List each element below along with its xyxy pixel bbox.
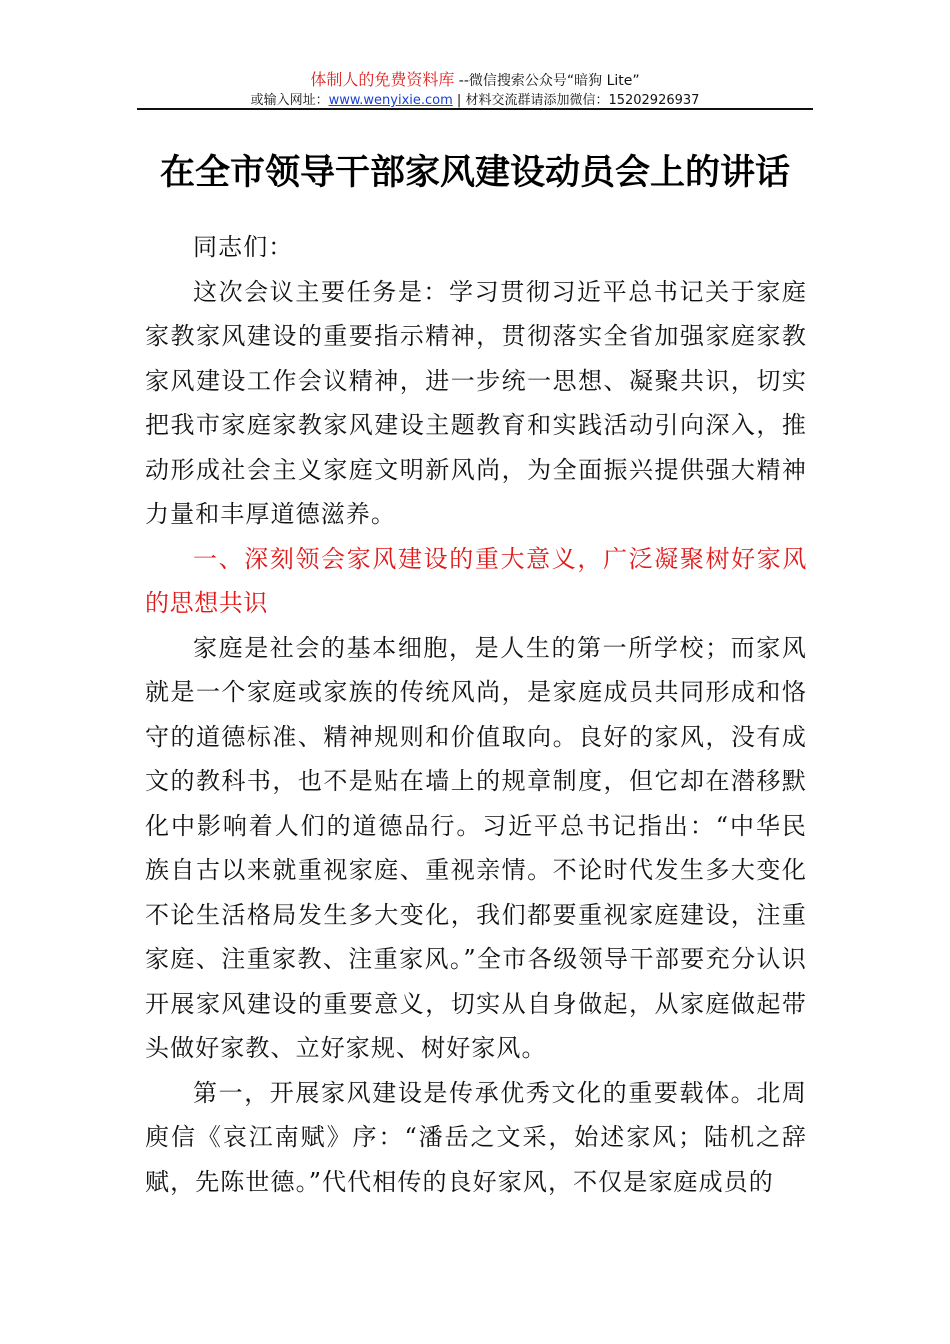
section-heading: 一、深刻领会家风建设的重大意义，广泛凝聚树好家风的思想共识 (145, 544, 807, 617)
brand-name: 体制人的免费资料库 (310, 70, 455, 89)
paragraph: 家庭是社会的基本细胞，是人生的第一所学校；而家风就是一个家庭或家族的传统风尚，是家庭成员共同形成和恪守的道德标准、精神规则和价值取向。良好的家风，没有成文的教科书，也不是贴在墙上的规章制度，但它却在潜移默化中影响着人们的道德品行。习近平总书记指出：“中华民族自古以来就重视家庭、重视亲情。不论时代发生多大变化不论生活格局发生多大变化，我们都要重视家庭建设，注重家庭、注重家教、注重家风。”全市各级领导干部要充分认识开展家风建设的重要意义，切实从自身做起，从家庭做起带头做好家教、立好家规、树好家风。 (145, 633, 807, 1062)
document-title: 在全市领导干部家风建设动员会上的讲话 (159, 152, 790, 193)
url-prefix: 或输入网址： (250, 93, 329, 108)
paragraph: 第一，开展家风建设是传承优秀文化的重要载体。北周庾信《哀江南赋》序：“潘岳之文采，始述家风；陆机之辞赋，先陈世德。”代代相传的良好家风，不仅是家庭成员的 (145, 1078, 807, 1196)
contact-info: | 材料交流群请添加微信：15202926937 (452, 93, 700, 108)
header-divider (137, 108, 813, 110)
website-link[interactable]: www.wenyixie.com (328, 93, 453, 108)
document-body (145, 225, 807, 1204)
page-header (0, 70, 950, 111)
paragraph: 这次会议主要任务是：学习贯彻习近平总书记关于家庭家教家风建设的重要指示精神，贯彻落实全省加强家庭家教家风建设工作会议精神，进一步统一思想、凝聚共识，切实把我市家庭家教家风建设主题教育和实践活动引向深入，推动形成社会主义家庭文明新风尚，为全面振兴提供强大精神力量和丰厚道德滋养。 (145, 277, 807, 528)
salutation: 同志们： (193, 233, 294, 261)
header-line-1 (0, 70, 950, 91)
header-tagline: --微信搜索公众号“暗狗 Lite” (454, 73, 640, 89)
